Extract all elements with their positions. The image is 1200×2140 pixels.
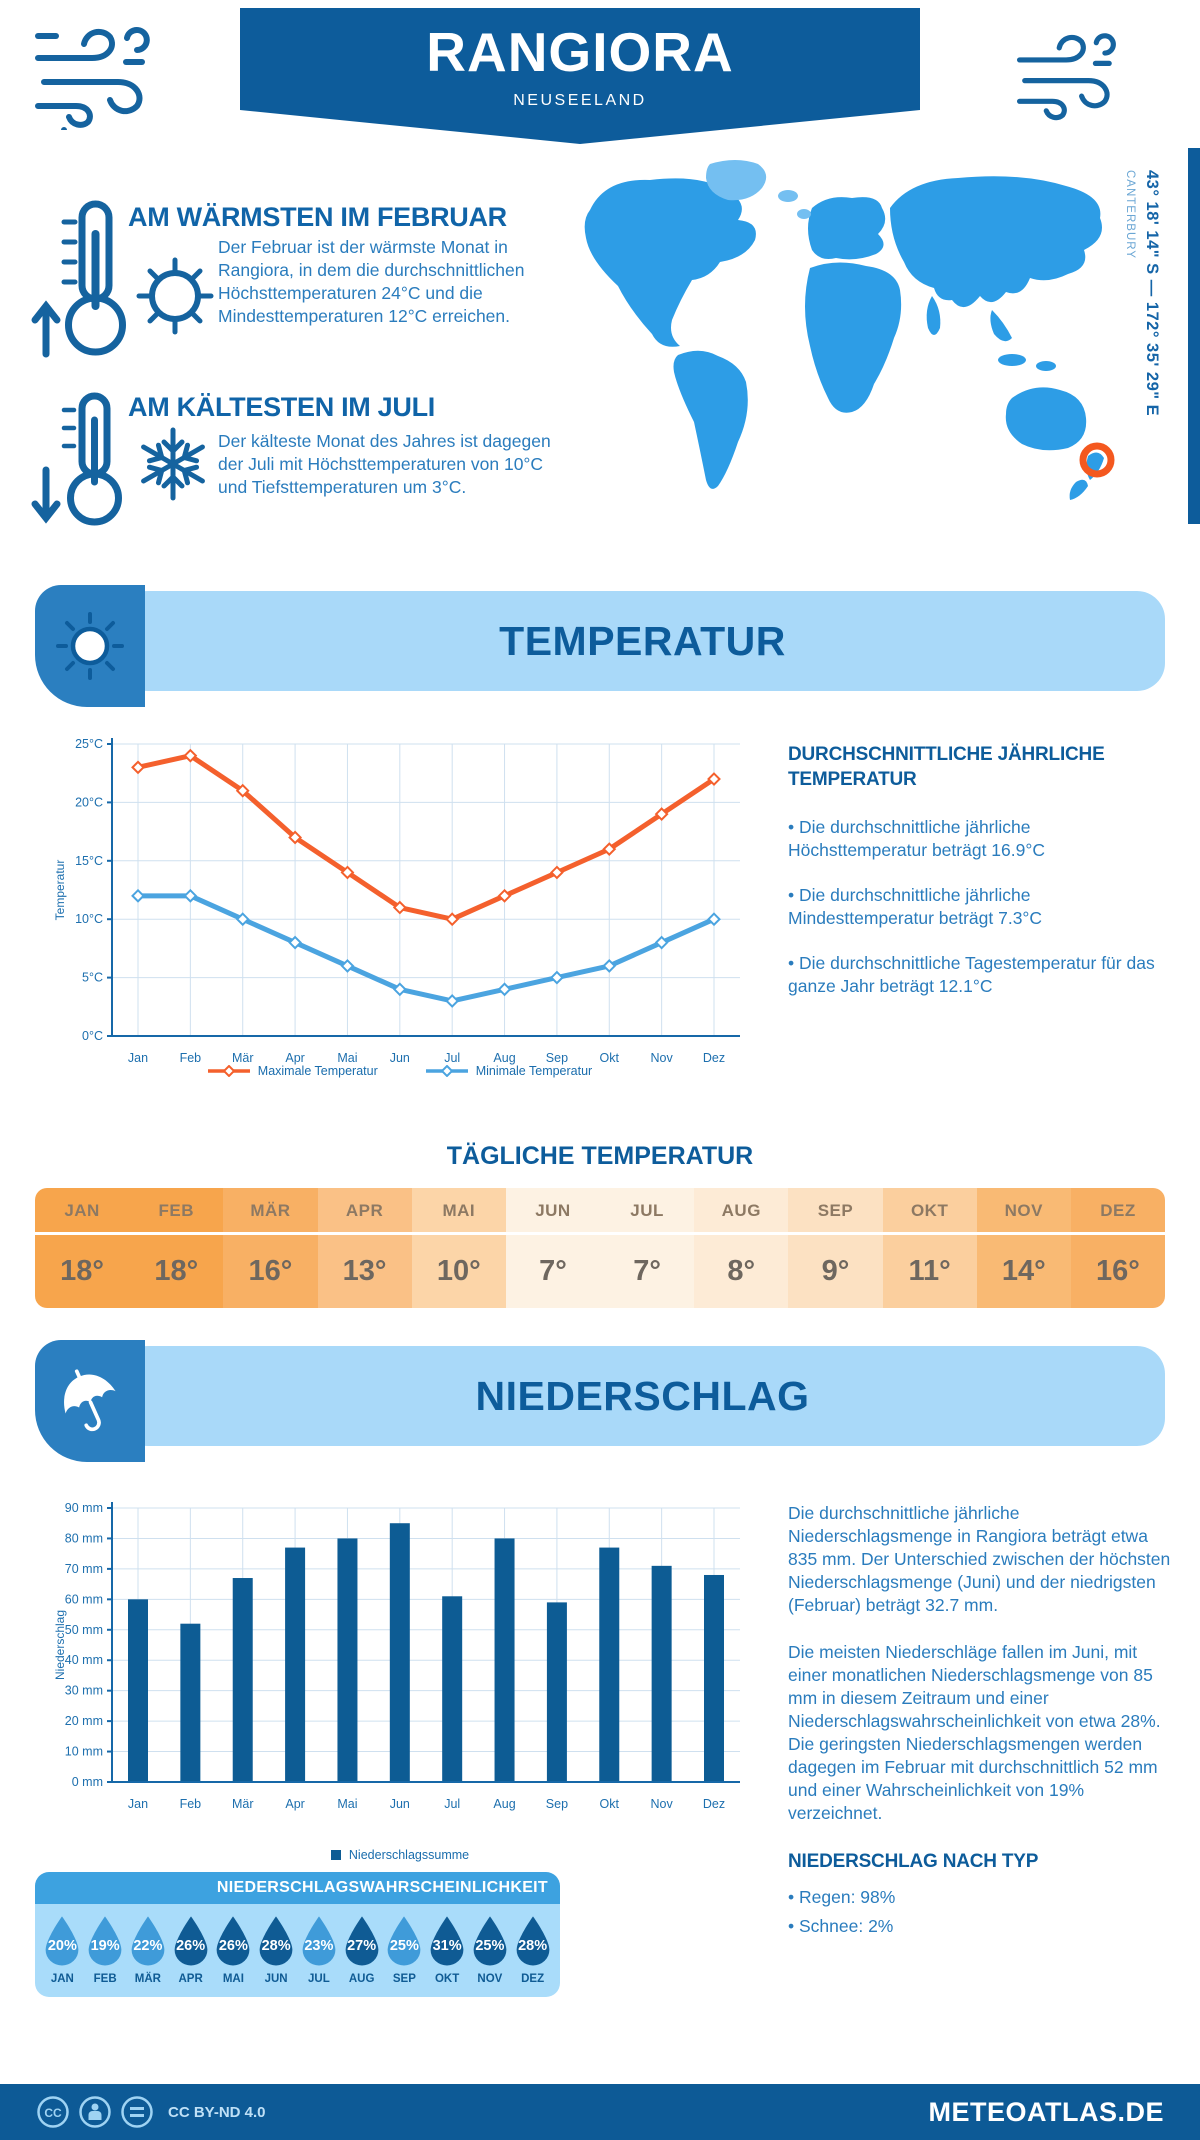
cc-icon [36, 2095, 70, 2129]
probability-droplet [255, 1914, 298, 1985]
min-line-marker-icon [426, 1065, 468, 1077]
svg-text:90 mm: 90 mm [64, 1501, 103, 1515]
daily-temperature-value: 7° [539, 1255, 567, 1287]
site-link[interactable]: METEOATLAS.DE [928, 2096, 1164, 2127]
svg-text:Niederschlag: Niederschlag [53, 1609, 67, 1681]
svg-text:20 mm: 20 mm [64, 1714, 103, 1729]
daily-temperature-value: 18° [60, 1255, 105, 1287]
svg-text:Feb: Feb [179, 1051, 202, 1065]
svg-text:Apr: Apr [285, 1051, 305, 1065]
daily-temperature-value: 16° [248, 1255, 293, 1287]
svg-text:30 mm: 30 mm [64, 1683, 103, 1698]
daily-temperature-value: 11° [908, 1255, 951, 1287]
probability-month: MAI [222, 1973, 244, 1985]
max-line-marker-icon [208, 1065, 250, 1077]
daily-month-header: JAN [35, 1188, 129, 1235]
cc-license[interactable] [36, 2095, 266, 2129]
daily-table-column [694, 1188, 788, 1308]
sun-icon [35, 585, 145, 707]
probability-droplet [84, 1914, 127, 1985]
daily-table-column [506, 1188, 600, 1308]
svg-text:5°C: 5°C [82, 970, 103, 985]
legend-item-max: Maximale Temperatur [208, 1064, 378, 1078]
probability-value: 25% [389, 1938, 419, 1954]
probability-value: 25% [475, 1938, 505, 1954]
svg-text:Sep: Sep [545, 1797, 569, 1811]
svg-text:CC: CC [44, 2106, 62, 2120]
svg-text:70 mm: 70 mm [64, 1561, 103, 1576]
svg-text:Nov: Nov [650, 1051, 673, 1065]
probability-droplet [41, 1914, 84, 1985]
temperature-sidebar-title: DURCHSCHNITTLICHE JÄHRLICHE TEMPERATUR [788, 744, 1105, 790]
svg-text:Jan: Jan [127, 1051, 149, 1065]
daily-month-header: APR [318, 1188, 412, 1235]
daily-temperature-value: 16° [1096, 1255, 1140, 1287]
svg-text:Mär: Mär [231, 1797, 254, 1811]
svg-text:Mär: Mär [231, 1051, 254, 1065]
daily-month-header: MAI [412, 1188, 506, 1235]
cold-section-title: AM KÄLTESTEN IM JULI [128, 392, 435, 422]
svg-text:Temperatur: Temperatur [53, 859, 67, 921]
svg-text:Dez: Dez [702, 1797, 726, 1811]
precipitation-type: • Schnee: 2% [788, 1915, 1172, 1938]
probability-month: JUN [264, 1973, 288, 1985]
daily-table-column [35, 1188, 129, 1308]
probability-month: NOV [477, 1973, 503, 1985]
probability-panel-title: NIEDERSCHLAGSWAHRSCHEINLICHKEIT [35, 1872, 560, 1904]
daily-table-column [1071, 1188, 1165, 1308]
svg-text:0 mm: 0 mm [71, 1775, 103, 1789]
temperature-line-chart [50, 728, 750, 1088]
region-label: CANTERBURY [1124, 170, 1136, 260]
svg-text:Okt: Okt [599, 1051, 619, 1065]
svg-text:10 mm: 10 mm [64, 1744, 103, 1759]
page-title: RANGIORA [426, 21, 734, 83]
line-chart-legend [50, 1064, 750, 1078]
svg-text:Nov: Nov [650, 1797, 673, 1811]
wind-icon [1008, 22, 1138, 122]
svg-text:Okt: Okt [599, 1797, 619, 1811]
probability-droplet [212, 1914, 255, 1985]
daily-table-column [977, 1188, 1071, 1308]
svg-text:Jun: Jun [389, 1797, 410, 1811]
daily-month-header: SEP [788, 1188, 882, 1235]
bar-chart-legend: Niederschlagssumme [50, 1848, 750, 1862]
daily-temperature-value: 7° [633, 1255, 661, 1287]
probability-month: MÄR [134, 1973, 161, 1985]
probability-month: DEZ [521, 1973, 545, 1985]
probability-droplet-row [35, 1904, 560, 1997]
attribution-person-icon [78, 2095, 112, 2129]
svg-text:60 mm: 60 mm [64, 1592, 103, 1607]
bar-legend-swatch [331, 1850, 341, 1860]
svg-text:Aug: Aug [493, 1051, 516, 1065]
svg-text:20°C: 20°C [75, 795, 103, 810]
umbrella-icon [35, 1340, 145, 1462]
precipitation-probability-panel [35, 1872, 560, 1997]
precipitation-bar-chart [50, 1488, 750, 1828]
svg-text:50 mm: 50 mm [64, 1622, 103, 1637]
probability-value: 27% [347, 1938, 377, 1954]
daily-temperature-value: 18° [154, 1255, 199, 1287]
daily-month-header: NOV [977, 1188, 1071, 1235]
footer [0, 2084, 1200, 2140]
daily-table-column [129, 1188, 223, 1308]
daily-table-column [318, 1188, 412, 1308]
coordinates-label: 43° 18' 14" S — 172° 35' 29" E [1143, 170, 1161, 417]
precipitation-type: • Regen: 98% [788, 1886, 1172, 1909]
svg-text:Aug: Aug [493, 1797, 516, 1811]
probability-month: AUG [348, 1973, 375, 1985]
daily-table-column [223, 1188, 317, 1308]
probability-value: 28% [518, 1938, 548, 1954]
daily-table-column [600, 1188, 694, 1308]
daily-month-header: OKT [883, 1188, 977, 1235]
probability-droplet [383, 1914, 426, 1985]
probability-droplet [169, 1914, 212, 1985]
svg-text:Jul: Jul [444, 1797, 461, 1811]
temperature-bullet: • Die durchschnittliche jährliche Mindesttemperatur beträgt 7.3°C [788, 884, 1172, 930]
probability-value: 20% [47, 1938, 77, 1954]
probability-value: 22% [133, 1938, 163, 1954]
daily-temperature-value: 9° [821, 1255, 850, 1287]
title-banner [240, 8, 920, 110]
probability-month: JAN [50, 1973, 74, 1985]
legend-item-min: Minimale Temperatur [426, 1064, 592, 1078]
precipitation-sidebar [788, 1502, 1172, 1960]
probability-value: 19% [90, 1938, 120, 1954]
daily-temperature-value: 8° [727, 1255, 756, 1287]
probability-month: APR [178, 1973, 203, 1985]
daily-table-column [788, 1188, 882, 1308]
warm-section-text: Der Februar ist der wärmste Monat in Rangiora, in dem die durchschnittlichen Höchsttemperaturen 24°C und die Mindesttemperaturen 12°C erreichen. [218, 237, 525, 326]
precipitation-paragraph: Die meisten Niederschläge fallen im Juni, mit einer monatlichen Niederschlagsmenge von 85 mm in diesem Zeitraum und einer Niederschlagswahrscheinlichkeit von etwa 28%. Die geringsten Niederschlagsmengen werden dagegen im Februar mit durchschnittlich 52 mm und einer Wahrscheinlichkeit von 19% verzeichnet. [788, 1642, 1161, 1823]
temperature-banner [35, 585, 1165, 707]
daily-table-column [883, 1188, 977, 1308]
probability-value: 26% [218, 1938, 248, 1954]
probability-month: OKT [434, 1973, 460, 1985]
probability-month: FEB [93, 1973, 117, 1985]
precipitation-paragraph: Die durchschnittliche jährliche Niederschlagsmenge in Rangiora beträgt etwa 835 mm. Der Unterschied zwischen der höchsten Niederschlagsmenge (Juni) und der niedrigsten (Februar) beträgt 32.7 mm. [788, 1503, 1171, 1615]
svg-text:40 mm: 40 mm [64, 1653, 103, 1668]
svg-text:Jun: Jun [389, 1051, 410, 1065]
probability-droplet [511, 1914, 554, 1985]
temperature-sidebar [788, 742, 1172, 1020]
probability-value: 31% [432, 1938, 462, 1954]
precipitation-banner-title: NIEDERSCHLAG [475, 1373, 810, 1419]
daily-month-header: FEB [129, 1188, 223, 1235]
temperature-bullet: • Die durchschnittliche Tagestemperatur für das ganze Jahr beträgt 12.1°C [788, 952, 1172, 998]
svg-text:80 mm: 80 mm [64, 1531, 103, 1546]
license-label: CC BY-ND 4.0 [168, 2103, 266, 2121]
precipitation-banner [35, 1340, 1165, 1462]
svg-text:Jul: Jul [444, 1051, 461, 1065]
daily-table-column [412, 1188, 506, 1308]
svg-text:10°C: 10°C [75, 912, 103, 927]
daily-temperature-title: TÄGLICHE TEMPERATUR [446, 1142, 754, 1170]
temperature-banner-title: TEMPERATUR [499, 618, 786, 664]
page-subtitle: NEUSEELAND [513, 92, 647, 109]
warm-section-title: AM WÄRMSTEN IM FEBRUAR [128, 202, 507, 232]
no-derivatives-icon [120, 2095, 154, 2129]
probability-month: SEP [392, 1973, 416, 1985]
probability-value: 23% [304, 1938, 334, 1954]
daily-temperature-value: 13° [342, 1255, 387, 1287]
svg-text:Mai: Mai [337, 1797, 358, 1811]
probability-droplet [127, 1914, 170, 1985]
svg-text:Sep: Sep [545, 1051, 569, 1065]
probability-droplet [298, 1914, 341, 1985]
svg-text:15°C: 15°C [75, 853, 103, 868]
svg-text:Mai: Mai [337, 1051, 358, 1065]
svg-text:Jan: Jan [127, 1797, 149, 1811]
svg-text:Apr: Apr [285, 1797, 305, 1811]
probability-droplet [469, 1914, 512, 1985]
probability-month: JUL [308, 1973, 330, 1985]
daily-month-header: JUN [506, 1188, 600, 1235]
probability-value: 28% [261, 1938, 291, 1954]
daily-temperature-table [35, 1188, 1165, 1308]
world-map [560, 150, 1135, 526]
decor-edge-bar [1188, 148, 1200, 524]
precipitation-type-title: NIEDERSCHLAG NACH TYP [788, 1851, 1039, 1872]
daily-month-header: JUL [600, 1188, 694, 1235]
svg-text:25°C: 25°C [75, 737, 103, 751]
daily-month-header: AUG [694, 1188, 788, 1235]
svg-text:Dez: Dez [702, 1051, 726, 1065]
daily-temperature-value: 14° [1001, 1255, 1046, 1287]
wind-icon [30, 14, 170, 130]
daily-month-header: DEZ [1071, 1188, 1165, 1235]
probability-droplet [340, 1914, 383, 1985]
svg-text:0°C: 0°C [82, 1029, 103, 1043]
daily-temperature-value: 10° [436, 1255, 481, 1287]
temperature-bullet: • Die durchschnittliche jährliche Höchsttemperatur beträgt 16.9°C [788, 816, 1172, 862]
daily-month-header: MÄR [223, 1188, 317, 1235]
probability-droplet [426, 1914, 469, 1985]
cold-section-text: Der kälteste Monat des Jahres ist dagegen der Juli mit Höchsttemperaturen von 10°C und Tiefsttemperaturen um 3°C. [218, 431, 551, 497]
probability-value: 26% [176, 1938, 206, 1954]
svg-text:Feb: Feb [179, 1797, 202, 1811]
